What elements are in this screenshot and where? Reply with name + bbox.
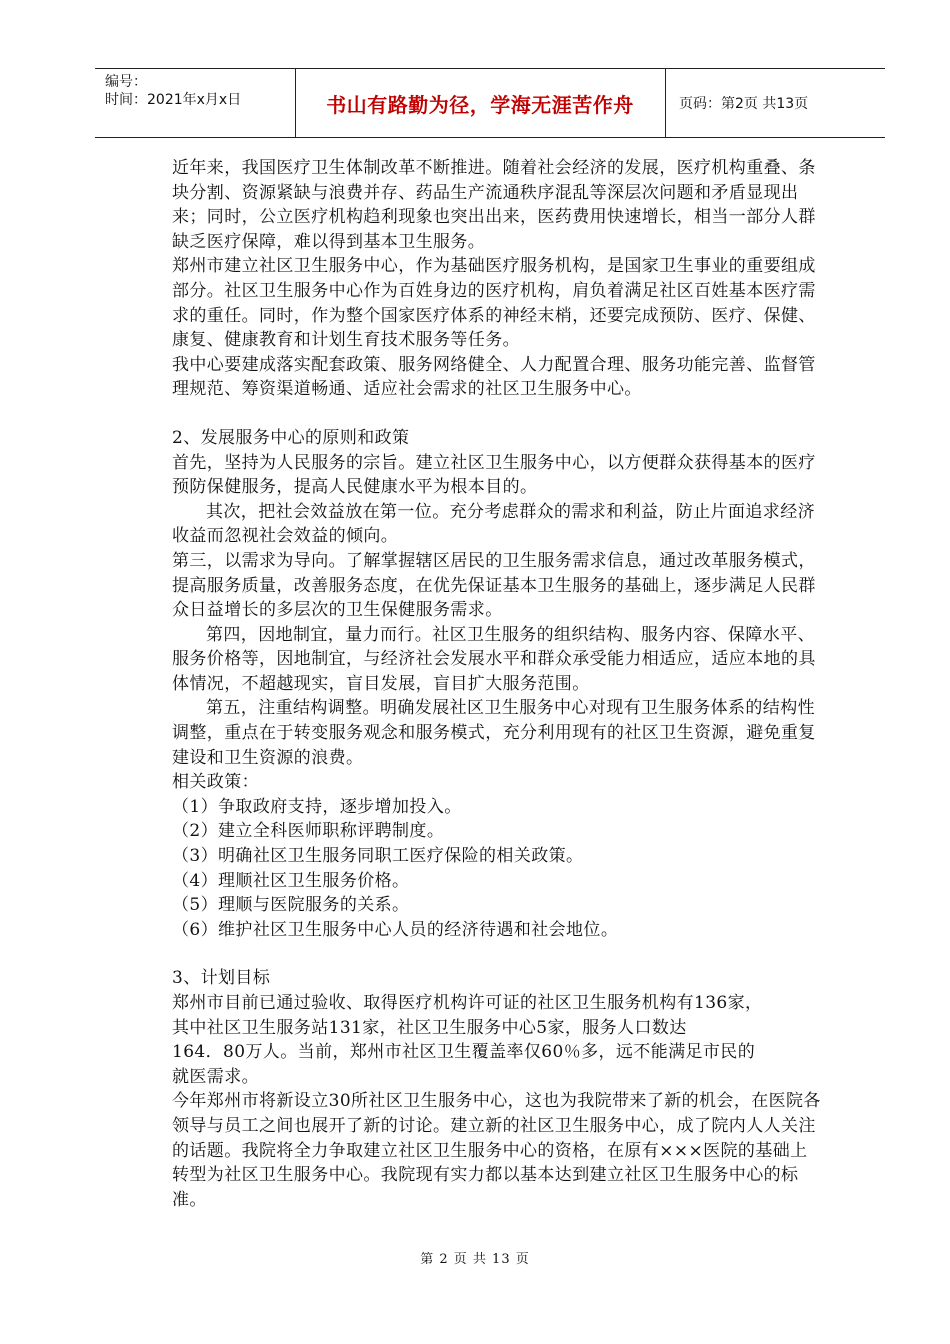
header-motto-cell	[295, 69, 666, 137]
policy-item: （2）建立全科医师职称评聘制度。	[172, 821, 445, 842]
section-3-heading: 3、计划目标	[172, 968, 271, 989]
policy-item: （5）理顺与医院服务的关系。	[172, 895, 410, 916]
intro-paragraph: 我中心要建成落实配套政策、服务网络健全、人力配置合理、服务功能完善、监督管理规范、筹资渠道畅通、适应社会需求的社区卫生服务中心。	[172, 354, 816, 400]
document-time-label: 时间：2021年x月x日	[105, 92, 242, 108]
page-header	[95, 68, 885, 138]
principle-paragraph: 其次，把社会效益放在第一位。充分考虑群众的需求和利益，防止片面追求经济收益而忽视社会效益的倾向。	[172, 501, 815, 547]
header-page-cell	[665, 69, 885, 137]
intro-paragraph: 近年来，我国医疗卫生体制改革不断推进。随着社会经济的发展，医疗机构重叠、条块分割、资源紧缺与浪费并存、药品生产流通秩序混乱等深层次问题和矛盾显现出来；同时，公立医疗机构趋利现象也突出出来，医药费用快速增长，相当一部分人群缺乏医疗保障，难以得到基本卫生服务。	[172, 158, 816, 252]
goal-paragraph: 今年郑州市将新设立30所社区卫生服务中心，这也为我院带来了新的机会，在医院各领导与员工之间也展开了新的讨论。建立新的社区卫生服务中心，成了院内人人关注的话题。我院将全力争取建立社区卫生服务中心的资格，在原有×××医院的基础上转型为社区卫生服务中心。我院现有实力都以基本达到建立社区卫生服务中心的标准。	[172, 1091, 821, 1210]
goal-line: 其中社区卫生服务站131家，社区卫生服务中心5家，服务人口数达	[172, 1017, 687, 1038]
principle-paragraph: 第四，因地制宜，量力而行。社区卫生服务的组织结构、服务内容、保障水平、服务价格等，因地制宜，与经济社会发展水平和群众承受能力相适应，适应本地的具体情况，不超越现实，盲目发展，盲目扩大服务范围。	[172, 624, 816, 694]
policy-item: （6）维护社区卫生服务中心人员的经济待遇和社会地位。	[172, 919, 619, 940]
document-body	[172, 156, 822, 1212]
policy-item: （4）理顺社区卫生服务价格。	[172, 870, 410, 891]
header-meta-cell	[95, 69, 296, 137]
policies-heading: 相关政策：	[172, 772, 259, 793]
paragraph-spacer	[172, 402, 822, 426]
goal-line: 就医需求。	[172, 1066, 259, 1087]
principle-paragraph: 首先，坚持为人民服务的宗旨。建立社区卫生服务中心，以方便群众获得基本的医疗预防保健服务，提高人民健康水平为根本目的。	[172, 452, 816, 498]
goal-line: 郑州市目前已通过验收、取得医疗机构许可证的社区卫生服务机构有136家，	[172, 993, 763, 1013]
goal-line: 164．80万人。当前，郑州市社区卫生覆盖率仅60％多，远不能满足市民的	[172, 1042, 756, 1063]
intro-paragraph: 郑州市建立社区卫生服务中心，作为基础医疗服务机构，是国家卫生事业的重要组成部分。社区卫生服务中心作为百姓身边的医疗机构，肩负着满足社区百姓基本医疗需求的重任。同时，作为整个国家医疗体系的神经末梢，还要完成预防、医疗、保健、康复、健康教育和计划生育技术服务等任务。	[172, 256, 816, 351]
principle-paragraph: 第五，注重结构调整。明确发展社区卫生服务中心对现有卫生服务体系的结构性调整，重点在于转变服务观念和服务模式，充分利用现有的社区卫生资源，避免重复建设和卫生资源的浪费。	[172, 698, 816, 768]
policy-item: （3）明确社区卫生服务同职工医疗保险的相关政策。	[172, 846, 584, 867]
section-2-heading: 2、发展服务中心的原则和政策	[172, 427, 410, 448]
document-number-label: 编号：	[105, 74, 147, 90]
header-motto: 书山有路勤为径，学海无涯苦作舟	[326, 92, 634, 117]
page-footer: 第 2 页 共 13 页	[420, 1252, 530, 1267]
policy-item: （1）争取政府支持，逐步增加投入。	[172, 796, 462, 817]
principle-paragraph: 第三，以需求为导向。了解掌握辖区居民的卫生服务需求信息，通过改革服务模式，提高服务质量，改善服务态度，在优先保证基本卫生服务的基础上，逐步满足人民群众日益增长的多层次的卫生保健服务需求。	[172, 550, 816, 621]
header-page-code: 页码：第2页 共13页	[679, 96, 809, 112]
paragraph-spacer	[172, 942, 822, 966]
